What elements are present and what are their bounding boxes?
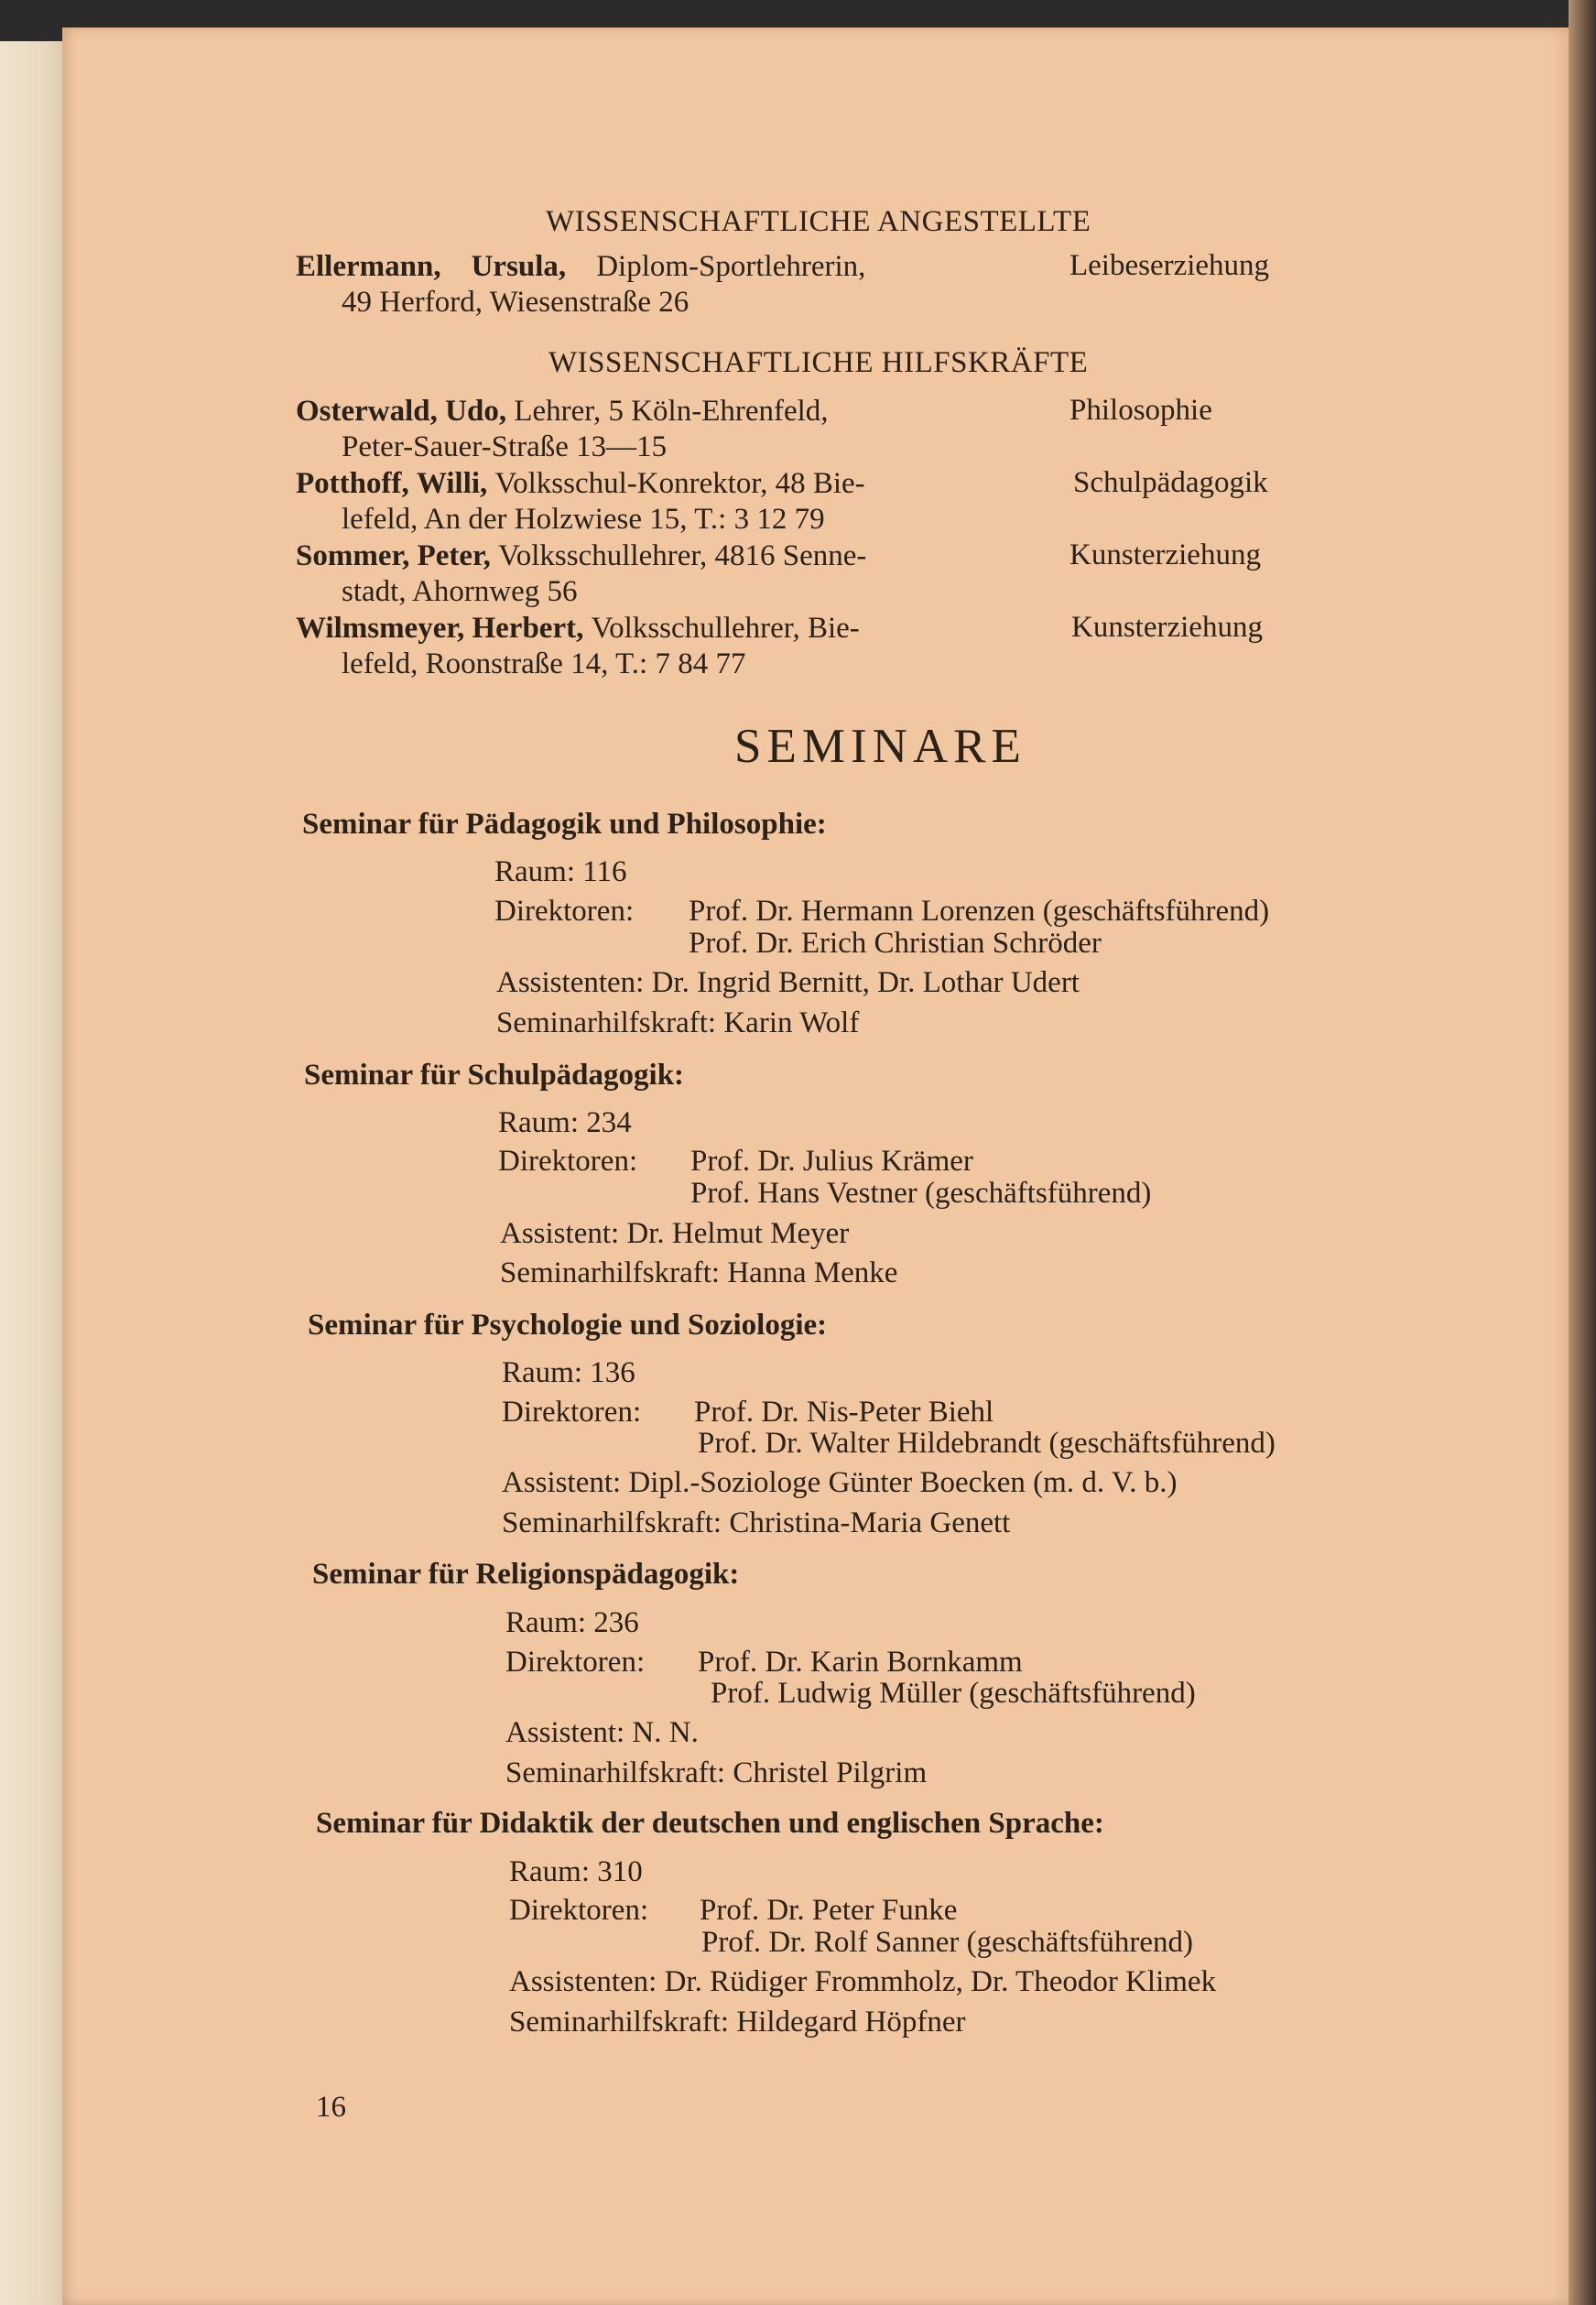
seminar-direktor: Prof. Dr. Peter Funke: [700, 1894, 958, 1927]
seminar-direktoren-label: Direktoren:: [502, 1396, 642, 1429]
seminar-hilfskraft: Seminarhilfskraft: Christina-Maria Genett: [502, 1506, 1011, 1539]
seminar-direktor: Prof. Dr. Walter Hildebrandt (geschäftsführend): [698, 1427, 1276, 1460]
entry-address: Peter-Sauer-Straße 13—15: [342, 430, 668, 463]
seminar-hilfskraft: Seminarhilfskraft: Karin Wolf: [496, 1006, 860, 1039]
seminar-assistenten: Assistent: N. N.: [505, 1716, 699, 1749]
seminar-raum: Raum: 234: [498, 1106, 632, 1139]
heading-hilfskraefte: WISSENSCHAFTLICHE HILFSKRÄFTE: [548, 346, 1089, 379]
seminar-assistenten: Assistent: Dr. Helmut Meyer: [500, 1217, 850, 1250]
seminar-hilfskraft: Seminarhilfskraft: Hanna Menke: [500, 1256, 898, 1289]
seminar-direktor: Prof. Dr. Nis-Peter Biehl: [694, 1396, 994, 1429]
seminar-direktor: Prof. Dr. Karin Bornkamm: [698, 1646, 1023, 1679]
seminar-raum: Raum: 310: [509, 1855, 643, 1888]
seminar-hilfskraft: Seminarhilfskraft: Hildegard Höpfner: [509, 2006, 966, 2039]
seminar-raum: Raum: 236: [505, 1606, 639, 1639]
seminar-title: Seminar für Religionspädagogik:: [312, 1558, 740, 1591]
entry-detail: Volksschullehrer, 4816 Senne-: [498, 539, 867, 572]
entry-address: lefeld, An der Holzwiese 15, T.: 3 12 79: [342, 503, 825, 536]
entry-detail: Volksschullehrer, Bie-: [591, 612, 860, 645]
entry-name: Ellermann,: [296, 250, 441, 283]
seminar-direktor: Prof. Dr. Rolf Sanner (geschäftsführend): [701, 1926, 1194, 1959]
binding-shadow: [1569, 0, 1596, 2305]
entry-subject: Schulpädagogik: [1073, 466, 1268, 499]
entry-osterwald: [296, 394, 829, 465]
entry-subject: Leibeserziehung: [1069, 249, 1270, 282]
entry-subject: Philosophie: [1069, 394, 1212, 427]
entry-sommer: [296, 538, 866, 610]
seminar-title: Seminar für Pädagogik und Philosophie:: [302, 808, 827, 841]
entry-address: lefeld, Roonstraße 14, T.: 7 84 77: [342, 647, 746, 680]
entry-firstname: Udo,: [445, 395, 507, 428]
seminar-direktor: Prof. Dr. Erich Christian Schröder: [689, 927, 1102, 960]
entry-detail: Diplom-Sportlehrerin,: [596, 250, 866, 283]
entry-detail: Lehrer, 5 Köln-Ehrenfeld,: [514, 395, 829, 428]
entry-potthoff: [296, 466, 865, 538]
seminar-direktor: Prof. Ludwig Müller (geschäftsführend): [711, 1677, 1196, 1710]
entry-wilmsmeyer: [296, 611, 860, 682]
seminar-title: Seminar für Psychologie und Soziologie:: [308, 1309, 828, 1342]
entry-name: Wilmsmeyer,: [296, 612, 465, 645]
entry-firstname: Willi,: [416, 467, 488, 500]
entry-ellermann: [296, 249, 865, 321]
page-number: 16: [316, 2091, 346, 2124]
heading-angestellte: WISSENSCHAFTLICHE ANGESTELLTE: [546, 205, 1091, 238]
seminare-title: SEMINARE: [734, 720, 1026, 773]
entry-address: stadt, Ahornweg 56: [342, 575, 578, 608]
entry-address: 49 Herford, Wiesenstraße 26: [342, 286, 689, 319]
seminar-direktor: Prof. Dr. Hermann Lorenzen (geschäftsführend): [689, 895, 1270, 928]
seminar-direktoren-label: Direktoren:: [509, 1894, 649, 1927]
seminar-assistenten: Assistent: Dipl.-Soziologe Günter Boecken (m. d. V. b.): [502, 1466, 1178, 1499]
entry-subject: Kunsterziehung: [1071, 611, 1263, 644]
seminar-title: Seminar für Schulpädagogik:: [304, 1059, 685, 1092]
seminar-raum: Raum: 116: [494, 855, 627, 888]
seminar-assistenten: Assistenten: Dr. Ingrid Bernitt, Dr. Lothar Udert: [496, 966, 1080, 999]
seminar-direktoren-label: Direktoren:: [505, 1646, 646, 1679]
entry-firstname: Herbert,: [472, 612, 584, 645]
entry-name: Osterwald,: [296, 395, 438, 428]
seminar-direktoren-label: Direktoren:: [498, 1145, 638, 1178]
entry-subject: Kunsterziehung: [1069, 538, 1261, 571]
entry-detail: Volksschul-Konrektor, 48 Bie-: [494, 467, 865, 500]
seminar-raum: Raum: 136: [502, 1356, 635, 1389]
seminar-direktoren-label: Direktoren:: [494, 895, 635, 928]
seminar-title: Seminar für Didaktik der deutschen und englischen Sprache:: [316, 1807, 1104, 1840]
entry-firstname: Peter,: [417, 539, 491, 572]
entry-name: Potthoff,: [296, 467, 409, 500]
seminar-direktor: Prof. Hans Vestner (geschäftsführend): [690, 1177, 1152, 1210]
seminar-assistenten: Assistenten: Dr. Rüdiger Frommholz, Dr. Theodor Klimek: [509, 1965, 1217, 1998]
entry-firstname: Ursula,: [471, 250, 567, 283]
seminar-direktor: Prof. Dr. Julius Krämer: [690, 1145, 973, 1178]
entry-name: Sommer,: [296, 539, 410, 572]
seminar-hilfskraft: Seminarhilfskraft: Christel Pilgrim: [505, 1756, 928, 1789]
